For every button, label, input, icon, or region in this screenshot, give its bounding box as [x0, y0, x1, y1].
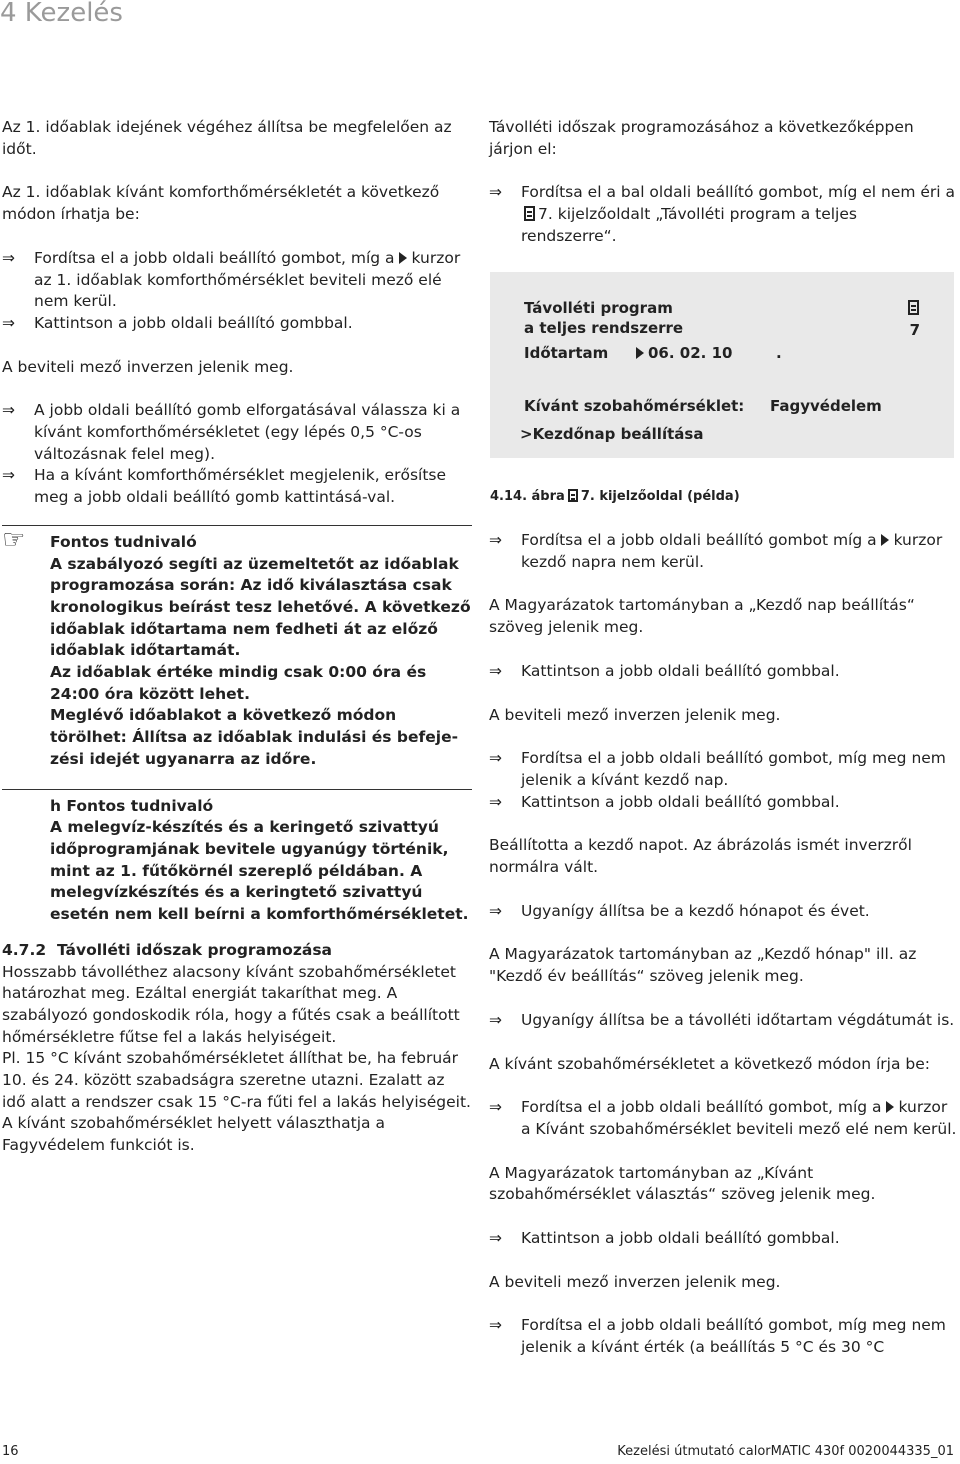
step-text: Fordítsa el a jobb oldali beállító gombot, míg a [521, 1098, 882, 1117]
instruction-step [2, 248, 472, 313]
step-text: Kattintson a jobb oldali beállító gombbal. [521, 792, 840, 811]
display-title-line: Távolléti program [524, 299, 673, 317]
cursor-triangle-icon [886, 1101, 894, 1113]
instruction-step [489, 661, 957, 683]
instruction-step [489, 1315, 957, 1358]
instruction-step [489, 792, 957, 814]
instruction-step [489, 1010, 957, 1032]
instruction-step [2, 400, 472, 465]
step-text: A jobb oldali beállító gomb elforgatásával válassza ki a kívánt komforthőmérsékletet (egy lépés 0,5 °C-os változásnak felel meg). [34, 401, 461, 463]
footer-text: Kezelési útmutató calorMATIC 430f 0020044335_01 [617, 1444, 954, 1459]
paragraph: Beállította a kezdő napot. Az ábrázolás ismét inverzről normálra vált. [489, 836, 912, 877]
step-text: Kattintson a jobb oldali beállító gombbal. [521, 1229, 840, 1248]
paragraph: Hosszabb távolléthez alacsony kívánt szobahőmérsékletet határozhat meg. Ezáltal energiát takaríthat meg. A szabályozó gondoskodik róla, hogy a fűtés csak a beállított hőmérsékletre fűtse fel a lakás helyiségeit. [2, 962, 460, 1046]
note-title: Fontos tudnivaló [50, 532, 197, 551]
instruction-step [489, 748, 957, 791]
cursor-triangle-icon [399, 252, 407, 264]
display-temp-row [524, 396, 920, 418]
arrow-icon: ⇒ [489, 531, 502, 549]
step-text: Fordítsa el a jobb oldali beállító gombot, míg meg nem jelenik a kívánt érték (a beállítás 5 °C és 30 °C [521, 1316, 946, 1357]
duration-value: 06. 02. 10 [648, 344, 733, 362]
step-text: Ugyanígy állítsa be a távolléti időtartam végdátumát is. [521, 1010, 955, 1029]
arrow-icon: ⇒ [2, 248, 15, 267]
section-title: Távolléti időszak programozása [56, 940, 333, 959]
display-duration-row [524, 343, 920, 365]
instruction-step [2, 313, 472, 335]
section-heading [2, 940, 472, 962]
step-text: Fordítsa el a jobb oldali beállító gombot, míg a [34, 248, 395, 267]
left-column [2, 117, 472, 1157]
note-body: Az időablak értéke mindig csak 0:00 óra és 24:00 óra között lehet. [50, 663, 427, 703]
step-text: Kattintson a jobb oldali beállító gombbal. [521, 661, 840, 680]
paragraph: Az 1. időablak kívánt komforthőmérsékletét a következő módon írhatja be: [2, 183, 440, 224]
menu-page-icon [908, 300, 919, 315]
display-title-line: a teljes rendszerre [524, 319, 684, 337]
instruction-step [2, 465, 472, 508]
arrow-icon: ⇒ [2, 313, 15, 332]
instruction-step [489, 1228, 957, 1250]
instruction-step [489, 182, 957, 247]
duration-value-wrap [636, 343, 732, 365]
instruction-step [489, 1097, 957, 1140]
step-text: 7. kijelzőoldalt „Távolléti program a teljes rendszerre“. [521, 205, 857, 245]
step-text: kurzor az 1. időablak komforthőmérséklet beviteli mező elé nem kerül. [34, 248, 461, 311]
arrow-icon: ⇒ [2, 466, 15, 485]
arrow-icon: ⇒ [489, 1229, 502, 1248]
step-text: kurzor a Kívánt szobahőmérséklet beviteli mező elé nem kerül. [521, 1098, 957, 1138]
instruction-step [489, 901, 957, 923]
arrow-icon: ⇒ [489, 1098, 502, 1117]
step-text: Ha a kívánt komforthőmérséklet megjelenik, erősítse meg a jobb oldali beállító gomb kattintásá-val. [34, 466, 447, 507]
display-action-row: >Kezdőnap beállítása [520, 425, 704, 443]
arrow-icon: ⇒ [489, 901, 502, 920]
section [2, 940, 472, 1157]
step-text: Kattintson a jobb oldali beállító gombbal. [34, 313, 353, 332]
menu-page-icon [524, 206, 535, 221]
duration-dot: . [776, 344, 782, 362]
section-number: 4.7.2 [2, 940, 47, 959]
arrow-icon: ⇒ [2, 401, 15, 420]
paragraph: Távolléti időszak programozásához a következőképpen járjon el: [489, 118, 914, 158]
step-text: Fordítsa el a jobb oldali beállító gombot, míg meg nem jelenik a kívánt kezdő nap. [521, 749, 946, 789]
instruction-step [489, 530, 957, 573]
controller-display [490, 272, 954, 458]
temp-label: Kívánt szobahőmérséklet: [524, 397, 745, 415]
paragraph: A Magyarázatok tartományban az „Kezdő hónap" ill. az "Kezdő év beállítás“ szöveg jelenik meg. [489, 945, 917, 986]
arrow-icon: ⇒ [489, 183, 502, 202]
page-number: 16 [2, 1444, 19, 1459]
menu-page-icon [568, 489, 578, 502]
important-note [2, 525, 472, 771]
right-column [489, 117, 957, 248]
arrow-icon: ⇒ [489, 1316, 502, 1335]
paragraph: A Magyarázatok tartományban az „Kívánt szobahőmérséklet választás“ szöveg jelenik meg. [489, 1163, 876, 1204]
paragraph: A kívánt szobahőmérsékletet a következő módon írja be: [489, 1054, 930, 1073]
display-page-number: 7 [909, 321, 920, 339]
arrow-icon: ⇒ [489, 749, 502, 768]
temp-value: Fagyvédelem [770, 397, 882, 415]
step-text: Ugyanígy állítsa be a kezdő hónapot és évet. [521, 901, 870, 920]
arrow-icon: ⇒ [489, 1010, 502, 1029]
cursor-triangle-icon [881, 534, 889, 546]
figure-caption [490, 486, 740, 508]
step-text: Fordítsa el a bal oldali beállító gombot, míg el nem éri a [521, 183, 956, 202]
paragraph: Pl. 15 °C kívánt szobahőmérsékletet állíthat be, ha február 10. és 24. között szabadságra szeretne utazni. Ezalatt az idő alatt a rendszer csak 15 °C-ra fűti fel a lakás helyiségeit. [2, 1049, 471, 1111]
cursor-triangle-icon [636, 347, 644, 359]
paragraph: A beviteli mező inverzen jelenik meg. [489, 705, 781, 724]
arrow-icon: ⇒ [489, 661, 502, 680]
paragraph: A beviteli mező inverzen jelenik meg. [2, 357, 294, 376]
duration-label: Időtartam [524, 344, 609, 362]
note-body: Meglévő időablakot a következő módon törölhet: Állítsa az időablak indulási és befeje-zési idejét ugyanarra az időre. [50, 706, 459, 768]
note-title: h Fontos tudnivaló [50, 796, 214, 815]
paragraph: Az 1. időablak idejének végéhez állítsa be megfelelően az időt. [2, 118, 452, 158]
caption-number: 4.14. ábra [490, 489, 565, 504]
page-title: 4 Kezelés [0, 0, 123, 28]
step-text: kurzor kezdő napra nem kerül. [521, 531, 943, 571]
step-text: Fordítsa el a jobb oldali beállító gombot míg a [521, 531, 877, 549]
paragraph: A Magyarázatok tartományban a „Kezdő nap beállítás“ szöveg jelenik meg. [489, 596, 915, 637]
right-column-lower [489, 530, 957, 1359]
note-body: A melegvíz-készítés és a keringető szivattyú időprogramjának bevitele ugyanúgy történik, mint az 1. fűtőkörnél szereplő példában. A melegvízkészítés és a keringtető szivattyú esetén nem kell beírni a komforthőmérsékletet. [50, 818, 469, 924]
pointing-hand-icon: ☞ [2, 524, 26, 555]
arrow-icon: ⇒ [489, 792, 502, 811]
paragraph: A beviteli mező inverzen jelenik meg. [489, 1272, 781, 1291]
paragraph: A kívánt szobahőmérséklet helyett választhatja a Fagyvédelem funkciót is. [2, 1114, 385, 1155]
caption-text: 7. kijelzőoldal (példa) [580, 489, 740, 504]
note-body: A szabályozó segíti az üzemeltetőt az időablak programozása során: Az idő kiválasztása csak kronologikus beírást tesz lehetővé. A következő időablak időtartama nem fedheti át az előző időablak időtartamát. [50, 554, 471, 660]
important-note [2, 789, 472, 926]
